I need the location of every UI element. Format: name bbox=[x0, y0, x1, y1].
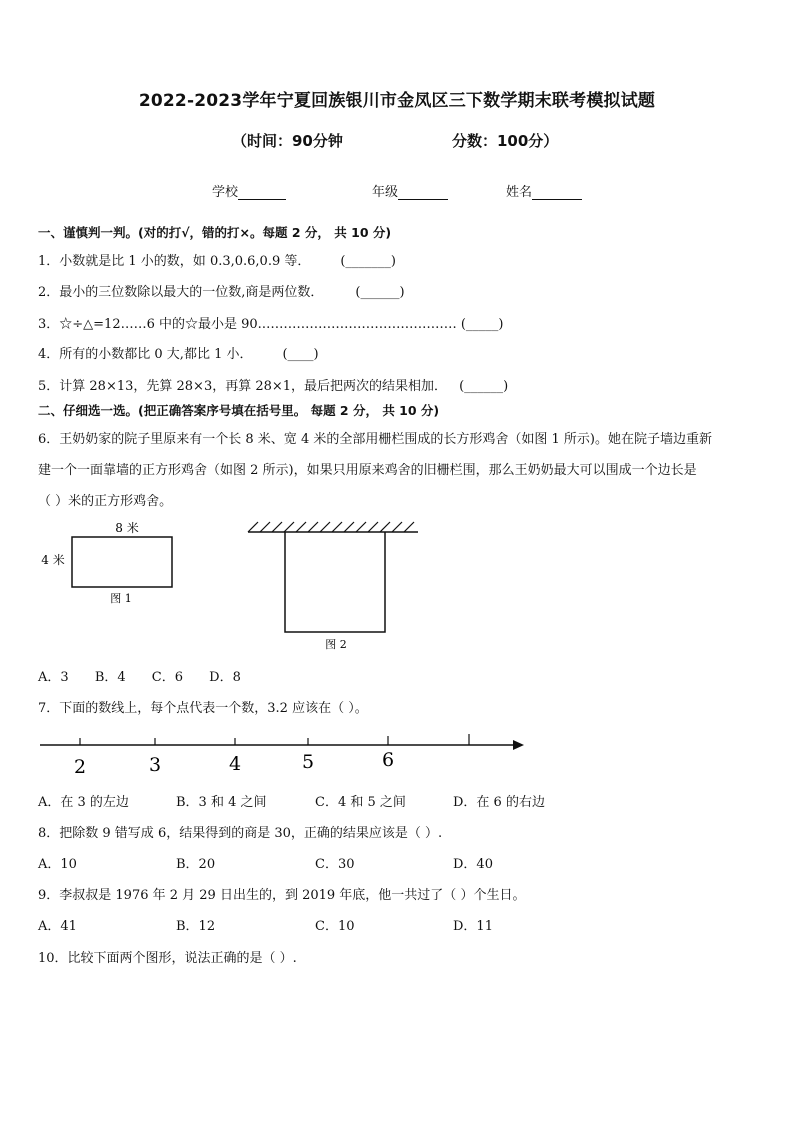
section1-heading: 一、谨慎判一判。(对的打√，错的打×。每题 2 分， 共 10 分) bbox=[38, 225, 392, 240]
page-title: 2022-2023学年宁夏回族银川市金凤区三下数学期末联考模拟试题 bbox=[138, 91, 656, 111]
fig1-rectangle bbox=[72, 537, 172, 587]
fig1-caption: 图 1 bbox=[110, 592, 132, 605]
school-label: 学校 bbox=[212, 185, 239, 200]
fig2-caption: 图 2 bbox=[325, 638, 347, 651]
q9-option-b[interactable]: B．12 bbox=[176, 919, 216, 934]
q9-option-c[interactable]: C．10 bbox=[315, 919, 355, 934]
q9-option-d[interactable]: D．11 bbox=[453, 919, 493, 934]
exam-score: 分数：100分） bbox=[452, 132, 559, 150]
q8-stem: 8．把除数 9 错写成 6，结果得到的商是 30，正确的结果应该是（ ）. bbox=[38, 826, 443, 841]
fig1-height-label: 4 米 bbox=[41, 553, 65, 567]
q6-option-b[interactable]: B．4 bbox=[94, 670, 126, 685]
q8-option-c[interactable]: C．30 bbox=[315, 857, 355, 872]
name-blank bbox=[532, 185, 582, 200]
label-6: 6 bbox=[381, 749, 395, 771]
number-line-arrow bbox=[513, 740, 524, 750]
q8-option-d[interactable]: D．40 bbox=[453, 857, 493, 872]
q7-option-b[interactable]: B．3 和 4 之间 bbox=[176, 795, 267, 810]
q6-option-a[interactable]: A．3 bbox=[38, 670, 69, 685]
grade-field bbox=[372, 181, 448, 200]
grade-blank bbox=[398, 185, 448, 200]
q7-stem: 7．下面的数线上，每个点代表一个数，3.2 应该在（ ）。 bbox=[38, 701, 368, 716]
label-5: 5 bbox=[301, 751, 315, 773]
school-field bbox=[212, 181, 286, 200]
grade-label: 年级 bbox=[372, 185, 399, 200]
section2-heading: 二、仔细选一选。(把正确答案序号填在括号里。 每题 2 分， 共 10 分) bbox=[38, 403, 440, 418]
q6-line2: 建一个一面靠墙的正方形鸡舍（如图 2 所示)，如果只用原来鸡舍的旧栅栏围，那么王奶奶最大可以围成一个边长是 bbox=[38, 463, 697, 478]
q7-option-d[interactable]: D．在 6 的右边 bbox=[453, 795, 545, 810]
question-2: 2．最小的三位数除以最大的一位数,商是两位数． (______) bbox=[38, 285, 405, 300]
q7-number-line bbox=[0, 728, 794, 778]
question-4: 4．所有的小数都比 0 大,都比 1 小． (____) bbox=[38, 347, 319, 362]
q8-option-a[interactable]: A．10 bbox=[38, 857, 77, 872]
exam-time: （时间：90分钟 bbox=[232, 132, 343, 150]
label-3: 3 bbox=[148, 754, 162, 776]
q6-line3: （ ）米的正方形鸡舍。 bbox=[38, 494, 173, 509]
name-label: 姓名 bbox=[506, 185, 533, 200]
q9-stem: 9．李叔叔是 1976 年 2 月 29 日出生的，到 2019 年底，他一共过了（ ）个生日。 bbox=[38, 888, 526, 903]
q6-line1: 6．王奶奶家的院子里原来有一个长 8 米、宽 4 米的全部用栅栏围成的长方形鸡舍（如图 1 所示)。她在院子墙边重新 bbox=[38, 432, 712, 447]
q6-option-d[interactable]: D．8 bbox=[209, 670, 241, 685]
q8-option-b[interactable]: B．20 bbox=[176, 857, 216, 872]
q10-stem: 10．比较下面两个图形，说法正确的是（ ）. bbox=[38, 951, 297, 966]
question-3: 3．☆÷△=12……6 中的☆最小是 90.……………………………………… (_____) bbox=[38, 317, 504, 332]
q9-option-a[interactable]: A．41 bbox=[38, 919, 77, 934]
question-1: 1．小数就是比 1 小的数，如 0.3,0.6,0.9 等． (_______) bbox=[38, 254, 397, 269]
label-2: 2 bbox=[73, 756, 87, 778]
q6-figures bbox=[0, 510, 794, 660]
q6-option-c[interactable]: C．6 bbox=[151, 670, 183, 685]
fig1-width-label: 8 米 bbox=[115, 521, 139, 535]
school-blank bbox=[238, 185, 286, 200]
name-field bbox=[506, 181, 582, 200]
label-4: 4 bbox=[228, 753, 242, 775]
fig2-square-fence bbox=[285, 532, 385, 632]
q7-option-a[interactable]: A．在 3 的左边 bbox=[38, 795, 129, 810]
q7-option-c[interactable]: C．4 和 5 之间 bbox=[315, 795, 406, 810]
question-5: 5．计算 28×13，先算 28×3，再算 28×1，最后把两次的结果相加． (______) bbox=[38, 379, 509, 394]
q6-options bbox=[38, 666, 241, 685]
fig2-wall bbox=[248, 522, 418, 532]
